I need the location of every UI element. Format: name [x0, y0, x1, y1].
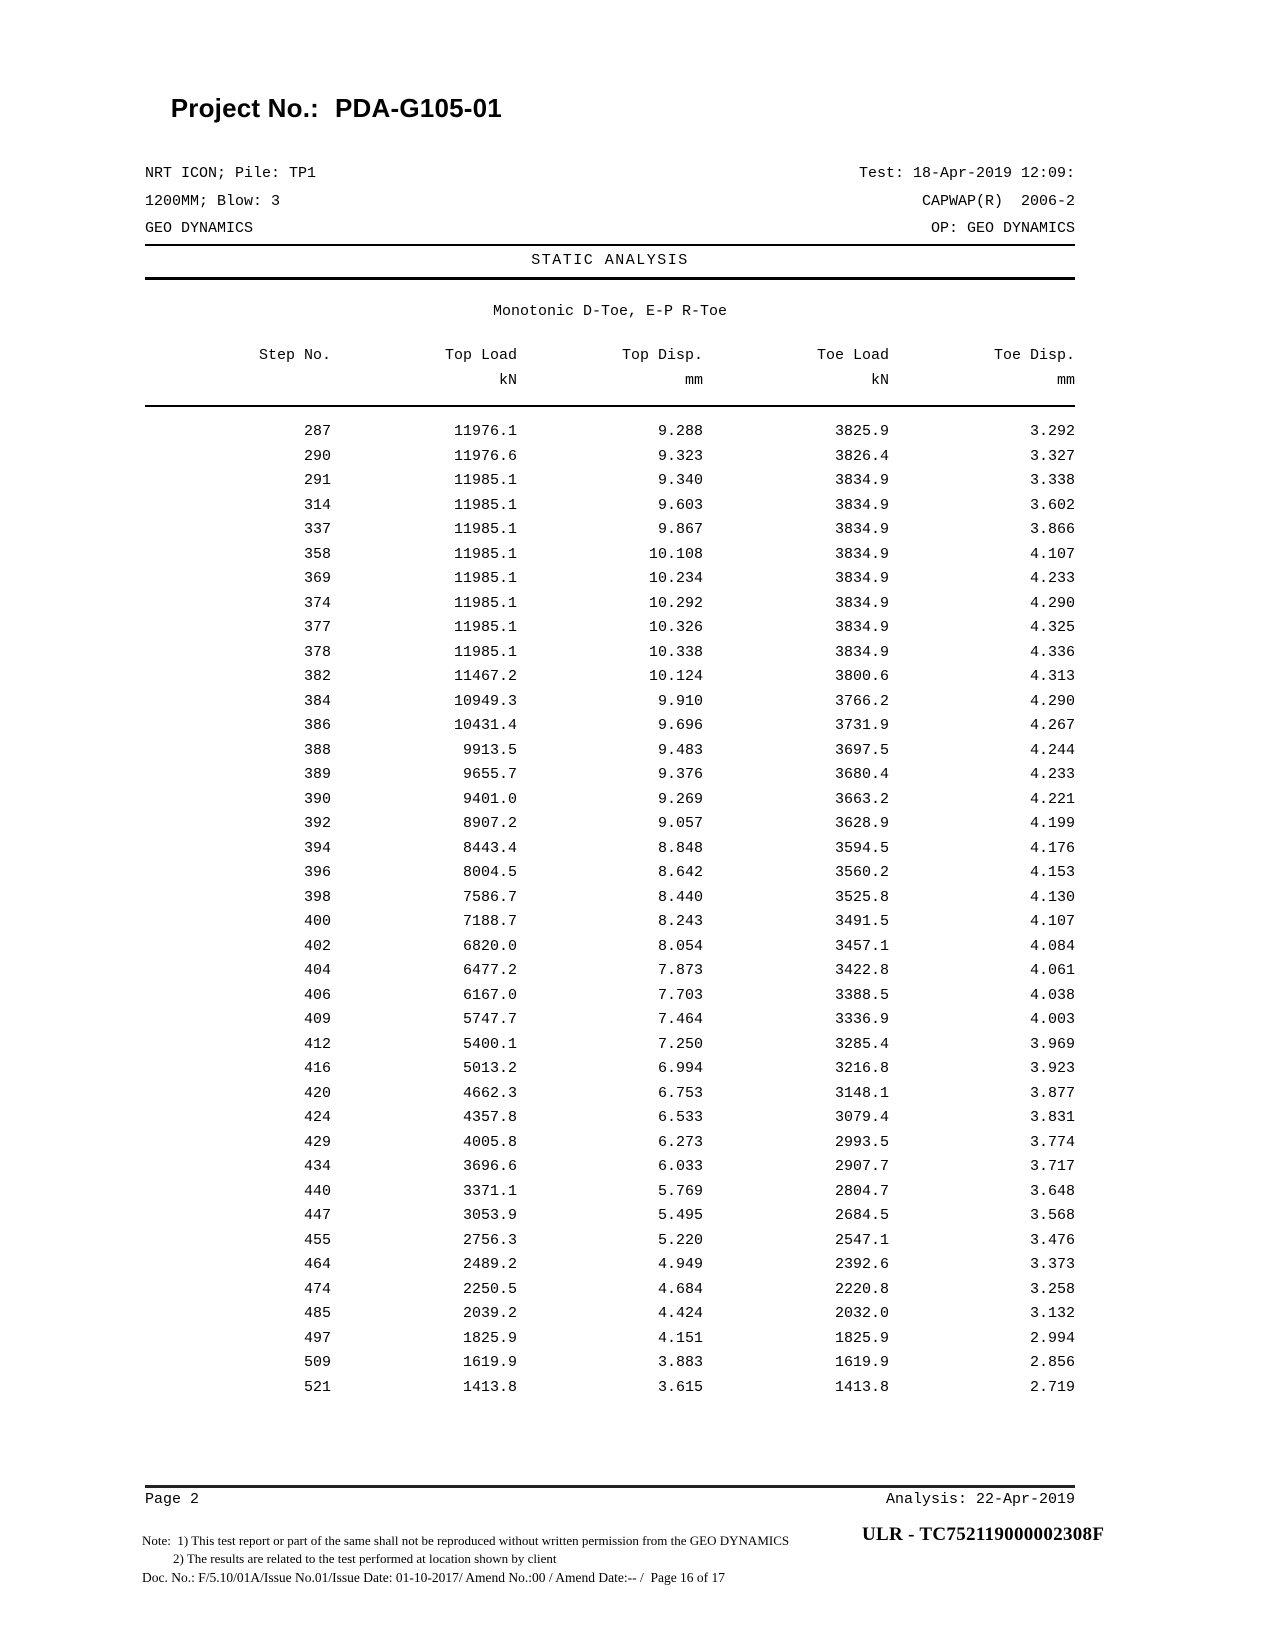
footer-notes [142, 1532, 862, 1587]
cell-top-disp: 9.603 [657, 496, 703, 514]
cell-top-disp: 8.642 [657, 864, 703, 881]
cell-toe-disp: 4.221 [1029, 790, 1075, 808]
table-row [145, 886, 1075, 911]
table-row [145, 494, 1075, 519]
cell-top-disp: 10.338 [648, 643, 703, 661]
cell-top-load: 11985.1 [453, 594, 517, 612]
cell-toe-load: 2547.1 [834, 1231, 889, 1249]
cell-toe-disp: 4.267 [1029, 717, 1075, 734]
unit-top-load: kN [331, 369, 517, 407]
cell-top-load: 5013.2 [462, 1060, 517, 1077]
cell-toe-load: 3628.9 [834, 815, 889, 832]
cell-step-no: 429 [303, 1133, 331, 1151]
cell-toe-load: 3285.4 [834, 1035, 889, 1053]
cell-top-load: 11976.6 [453, 447, 517, 465]
cell-top-disp: 9.696 [657, 717, 703, 734]
header-row [145, 160, 1075, 188]
table-row [145, 1008, 1075, 1033]
cell-top-load: 1619.9 [462, 1354, 517, 1371]
cell-toe-load: 3336.9 [834, 1011, 889, 1028]
cell-top-load: 2039.2 [462, 1305, 517, 1322]
cell-top-load: 9655.7 [462, 766, 517, 783]
section-divider [145, 277, 1075, 280]
cell-step-no: 420 [303, 1084, 331, 1102]
table-row [145, 641, 1075, 666]
cell-toe-load: 1413.8 [834, 1378, 889, 1396]
table-row [145, 861, 1075, 886]
cell-toe-disp: 3.866 [1029, 521, 1075, 538]
analysis-date: Analysis: 22-Apr-2019 [885, 1491, 1075, 1508]
project-number-title [141, 62, 502, 155]
cell-top-disp: 6.533 [657, 1109, 703, 1126]
cell-top-disp: 8.243 [657, 913, 703, 930]
cell-top-load: 7586.7 [462, 888, 517, 906]
table-row [145, 469, 1075, 494]
cell-top-load: 3371.1 [462, 1182, 517, 1200]
footer-divider [145, 1485, 1075, 1488]
cell-top-disp: 7.250 [657, 1035, 703, 1053]
cell-top-disp: 7.703 [657, 986, 703, 1004]
cell-toe-load: 3834.9 [834, 643, 889, 661]
cell-toe-load: 3663.2 [834, 790, 889, 808]
cell-top-disp: 8.054 [657, 937, 703, 955]
cell-top-load: 11985.1 [453, 496, 517, 514]
cell-toe-load: 2220.8 [834, 1280, 889, 1298]
cell-step-no: 384 [303, 692, 331, 710]
cell-step-no: 290 [303, 447, 331, 465]
cell-toe-load: 3800.6 [834, 668, 889, 685]
cell-toe-load: 3216.8 [834, 1060, 889, 1077]
cell-step-no: 377 [303, 619, 331, 636]
cell-step-no: 369 [303, 570, 331, 587]
table-row [145, 1351, 1075, 1376]
cell-toe-load: 2392.6 [834, 1256, 889, 1273]
cell-toe-disp: 3.831 [1029, 1109, 1075, 1126]
cell-toe-disp: 3.132 [1029, 1305, 1075, 1322]
table-row [145, 567, 1075, 592]
cell-toe-disp: 3.258 [1029, 1280, 1075, 1298]
cell-top-load: 6477.2 [462, 962, 517, 979]
cell-step-no: 455 [303, 1231, 331, 1249]
analysis-subtitle: Monotonic D-Toe, E-P R-Toe [492, 303, 728, 320]
cell-toe-disp: 3.292 [1029, 423, 1075, 440]
cell-toe-disp: 3.476 [1029, 1231, 1075, 1249]
cell-toe-disp: 4.336 [1029, 643, 1075, 661]
table-row [145, 1204, 1075, 1229]
table-row [145, 959, 1075, 984]
cell-step-no: 440 [303, 1182, 331, 1200]
cell-toe-load: 2907.7 [834, 1158, 889, 1175]
cell-step-no: 396 [303, 864, 331, 881]
table-row [145, 788, 1075, 813]
cell-step-no: 382 [303, 668, 331, 685]
cell-top-disp: 10.292 [648, 594, 703, 612]
table-head [145, 344, 1075, 406]
cell-top-load: 10949.3 [453, 692, 517, 710]
col-header-top-disp: Top Disp. [621, 347, 703, 364]
cell-top-disp: 3.615 [657, 1378, 703, 1396]
cell-top-disp: 9.269 [657, 790, 703, 808]
cell-toe-load: 3834.9 [834, 472, 889, 489]
project-number-value: PDA-G105-01 [335, 93, 502, 123]
cell-top-disp: 10.124 [648, 668, 703, 685]
cell-step-no: 400 [303, 913, 331, 930]
doc-number-line: Doc. No.: F/5.10/01A/Issue No.01/Issue Date: 01-10-2017/ Amend No.:00 / Amend Date:-- / Page 16 of 17 [142, 1569, 726, 1585]
cell-top-disp: 4.684 [657, 1280, 703, 1298]
table-row [145, 690, 1075, 715]
unit-blank [145, 369, 331, 407]
cell-step-no: 497 [303, 1329, 331, 1347]
cell-toe-disp: 4.290 [1029, 692, 1075, 710]
project-number-label: Project No.: [170, 93, 320, 123]
cell-step-no: 398 [303, 888, 331, 906]
cell-step-no: 378 [303, 643, 331, 661]
cell-toe-disp: 4.003 [1029, 1011, 1075, 1028]
table-row [145, 406, 1075, 445]
cell-top-load: 11985.1 [453, 545, 517, 563]
header-row [145, 215, 1075, 243]
unit-toe-load: kN [703, 369, 889, 407]
cell-top-disp: 9.057 [657, 815, 703, 832]
cell-top-load: 4357.8 [462, 1109, 517, 1126]
cell-toe-load: 3731.9 [834, 717, 889, 734]
cell-toe-disp: 4.325 [1029, 619, 1075, 636]
table-row [145, 1302, 1075, 1327]
table-row [145, 616, 1075, 641]
cell-toe-disp: 3.969 [1029, 1035, 1075, 1053]
cell-top-disp: 4.151 [657, 1329, 703, 1347]
cell-top-disp: 9.483 [657, 741, 703, 759]
cell-step-no: 337 [303, 521, 331, 538]
cell-top-disp: 9.910 [657, 692, 703, 710]
cell-toe-disp: 4.153 [1029, 864, 1075, 881]
page-number: Page 2 [145, 1491, 200, 1508]
cell-top-disp: 8.440 [657, 888, 703, 906]
table-row [145, 910, 1075, 935]
cell-toe-load: 3491.5 [834, 913, 889, 930]
cell-toe-load: 3697.5 [834, 741, 889, 759]
cell-top-load: 8004.5 [462, 864, 517, 881]
unit-toe-disp: mm [889, 369, 1075, 407]
cell-top-disp: 4.424 [657, 1305, 703, 1322]
header-row [145, 188, 1075, 216]
cell-toe-disp: 4.244 [1029, 741, 1075, 759]
cell-top-disp: 9.867 [657, 521, 703, 538]
table-row [145, 1033, 1075, 1058]
header-divider [145, 244, 1075, 246]
table-row [145, 1180, 1075, 1205]
cell-top-disp: 9.323 [657, 447, 703, 465]
cell-toe-disp: 3.373 [1029, 1256, 1075, 1273]
cell-toe-disp: 4.233 [1029, 766, 1075, 783]
cell-step-no: 509 [303, 1354, 331, 1371]
table-row [145, 714, 1075, 739]
cell-top-load: 11985.1 [453, 643, 517, 661]
pile-size-blow: 1200MM; Blow: 3 [145, 192, 281, 210]
cell-top-load: 6820.0 [462, 937, 517, 955]
unit-top-disp: mm [517, 369, 703, 407]
cell-step-no: 447 [303, 1207, 331, 1224]
cell-top-disp: 9.288 [657, 423, 703, 440]
cell-toe-disp: 2.856 [1029, 1354, 1075, 1371]
cell-top-load: 2756.3 [462, 1231, 517, 1249]
table-row [145, 592, 1075, 617]
cell-toe-disp: 4.290 [1029, 594, 1075, 612]
cell-toe-load: 2804.7 [834, 1182, 889, 1200]
report-header [145, 160, 1075, 243]
cell-step-no: 392 [303, 815, 331, 832]
cell-top-load: 5747.7 [462, 1011, 517, 1028]
cell-toe-load: 3766.2 [834, 692, 889, 710]
cell-toe-disp: 4.313 [1029, 668, 1075, 685]
cell-toe-load: 3834.9 [834, 545, 889, 563]
cell-toe-load: 2993.5 [834, 1133, 889, 1151]
cell-toe-load: 3834.9 [834, 496, 889, 514]
table-row [145, 739, 1075, 764]
cell-toe-load: 2032.0 [834, 1305, 889, 1322]
cell-top-load: 4662.3 [462, 1084, 517, 1102]
table-row [145, 1327, 1075, 1352]
cell-toe-load: 1825.9 [834, 1329, 889, 1347]
table-row [145, 1253, 1075, 1278]
cell-toe-disp: 3.923 [1029, 1060, 1075, 1077]
cell-top-disp: 8.848 [657, 839, 703, 857]
cell-top-disp: 9.340 [657, 472, 703, 489]
operator-name: OP: GEO DYNAMICS [930, 220, 1075, 237]
cell-toe-load: 3825.9 [834, 423, 889, 440]
cell-toe-disp: 4.199 [1029, 815, 1075, 832]
cell-step-no: 291 [303, 472, 331, 489]
cell-top-load: 5400.1 [462, 1035, 517, 1053]
ulr-number: ULR - TC752119000002308F [862, 1524, 1105, 1545]
table-row [145, 1057, 1075, 1082]
col-header-toe-load: Toe Load [816, 347, 889, 364]
cell-top-load: 3696.6 [462, 1158, 517, 1175]
table-row [145, 1082, 1075, 1107]
cell-top-disp: 5.495 [657, 1207, 703, 1224]
cell-step-no: 314 [303, 496, 331, 514]
column-header-row [145, 344, 1075, 369]
cell-step-no: 412 [303, 1035, 331, 1053]
cell-toe-disp: 4.084 [1029, 937, 1075, 955]
cell-top-disp: 7.464 [657, 1011, 703, 1028]
cell-toe-disp: 2.994 [1029, 1329, 1075, 1347]
cell-toe-disp: 3.717 [1029, 1158, 1075, 1175]
cell-toe-disp: 3.648 [1029, 1182, 1075, 1200]
cell-top-load: 8443.4 [462, 839, 517, 857]
cell-top-disp: 4.949 [657, 1256, 703, 1273]
note-line-1: Note: 1) This test report or part of the same shall not be reproduced without written permission from the GEO DYNAMICS [142, 1533, 790, 1548]
cell-top-disp: 10.326 [648, 619, 703, 636]
cell-top-disp: 6.994 [657, 1060, 703, 1077]
table-row [145, 518, 1075, 543]
units-row [145, 369, 1075, 407]
cell-top-load: 1825.9 [462, 1329, 517, 1347]
cell-toe-load: 3525.8 [834, 888, 889, 906]
table-body [145, 406, 1075, 1400]
cell-top-load: 10431.4 [453, 717, 517, 734]
cell-top-disp: 9.376 [657, 766, 703, 783]
table-row [145, 763, 1075, 788]
table-row [145, 1106, 1075, 1131]
cell-step-no: 287 [303, 423, 331, 440]
cell-top-disp: 5.769 [657, 1182, 703, 1200]
cell-toe-disp: 4.107 [1029, 913, 1075, 930]
cell-step-no: 485 [303, 1305, 331, 1322]
cell-step-no: 402 [303, 937, 331, 955]
cell-step-no: 434 [303, 1158, 331, 1175]
table-row [145, 812, 1075, 837]
cell-top-disp: 6.273 [657, 1133, 703, 1151]
cell-toe-load: 3834.9 [834, 570, 889, 587]
cell-step-no: 409 [303, 1011, 331, 1028]
table-row [145, 984, 1075, 1009]
cell-step-no: 464 [303, 1256, 331, 1273]
cell-step-no: 394 [303, 839, 331, 857]
cell-top-disp: 7.873 [657, 962, 703, 979]
cell-top-disp: 3.883 [657, 1354, 703, 1371]
cell-toe-disp: 4.176 [1029, 839, 1075, 857]
cell-toe-load: 3826.4 [834, 447, 889, 465]
cell-top-load: 11985.1 [453, 521, 517, 538]
cell-step-no: 404 [303, 962, 331, 979]
table-row [145, 543, 1075, 568]
table-row [145, 1278, 1075, 1303]
cell-toe-load: 3560.2 [834, 864, 889, 881]
cell-step-no: 389 [303, 766, 331, 783]
table-row [145, 1155, 1075, 1180]
cell-top-load: 8907.2 [462, 815, 517, 832]
cell-top-disp: 10.234 [648, 570, 703, 587]
cell-top-load: 3053.9 [462, 1207, 517, 1224]
cell-step-no: 416 [303, 1060, 331, 1077]
table-row [145, 665, 1075, 690]
footer-row [145, 1491, 1075, 1508]
cell-top-load: 11976.1 [453, 423, 517, 440]
note-line-2: 2) The results are related to the test performed at location shown by client [173, 1551, 557, 1566]
company-name: GEO DYNAMICS [145, 220, 254, 237]
cell-toe-load: 3594.5 [834, 839, 889, 857]
table-row [145, 1229, 1075, 1254]
cell-top-disp: 6.033 [657, 1158, 703, 1175]
cell-step-no: 358 [303, 545, 331, 563]
cell-toe-load: 1619.9 [834, 1354, 889, 1371]
cell-step-no: 406 [303, 986, 331, 1004]
cell-toe-disp: 4.038 [1029, 986, 1075, 1004]
cell-toe-disp: 4.233 [1029, 570, 1075, 587]
cell-step-no: 386 [303, 717, 331, 734]
cell-top-disp: 6.753 [657, 1084, 703, 1102]
cell-top-load: 11985.1 [453, 570, 517, 587]
cell-toe-load: 3457.1 [834, 937, 889, 955]
cell-step-no: 521 [303, 1378, 331, 1396]
cell-toe-disp: 4.107 [1029, 545, 1075, 563]
cell-toe-disp: 4.130 [1029, 888, 1075, 906]
section-title: STATIC ANALYSIS [531, 252, 689, 269]
capwap-version: CAPWAP(R) 2006-2 [921, 192, 1075, 210]
cell-top-load: 7188.7 [462, 913, 517, 930]
cell-toe-load: 2684.5 [834, 1207, 889, 1224]
cell-top-disp: 5.220 [657, 1231, 703, 1249]
test-date: Test: 18-Apr-2019 12:09: [858, 165, 1075, 182]
cell-top-load: 6167.0 [462, 986, 517, 1004]
cell-top-load: 9913.5 [462, 741, 517, 759]
cell-toe-load: 3079.4 [834, 1109, 889, 1126]
table-row [145, 1376, 1075, 1401]
table-row [145, 1131, 1075, 1156]
cell-step-no: 374 [303, 594, 331, 612]
cell-toe-load: 3834.9 [834, 594, 889, 612]
static-analysis-table [145, 344, 1075, 1400]
cell-top-load: 11467.2 [453, 668, 517, 685]
cell-toe-disp: 3.877 [1029, 1084, 1075, 1102]
cell-toe-load: 3422.8 [834, 962, 889, 979]
cell-toe-disp: 3.774 [1029, 1133, 1075, 1151]
cell-top-load: 1413.8 [462, 1378, 517, 1396]
col-header-toe-disp: Toe Disp. [993, 347, 1075, 364]
cell-toe-disp: 2.719 [1029, 1378, 1075, 1396]
col-header-top-load: Top Load [444, 347, 517, 364]
cell-toe-load: 3834.9 [834, 619, 889, 636]
cell-top-disp: 10.108 [648, 545, 703, 563]
table-row [145, 445, 1075, 470]
col-header-step-no: Step No. [258, 347, 331, 364]
cell-toe-disp: 3.338 [1029, 472, 1075, 489]
cell-toe-disp: 4.061 [1029, 962, 1075, 979]
cell-toe-load: 3148.1 [834, 1084, 889, 1102]
cell-toe-load: 3388.5 [834, 986, 889, 1004]
cell-step-no: 390 [303, 790, 331, 808]
cell-toe-load: 3834.9 [834, 521, 889, 538]
cell-step-no: 388 [303, 741, 331, 759]
cell-toe-disp: 3.568 [1029, 1207, 1075, 1224]
cell-top-load: 2489.2 [462, 1256, 517, 1273]
cell-top-load: 2250.5 [462, 1280, 517, 1298]
table-row [145, 837, 1075, 862]
cell-step-no: 424 [303, 1109, 331, 1126]
cell-toe-disp: 3.602 [1029, 496, 1075, 514]
cell-step-no: 474 [303, 1280, 331, 1298]
cell-top-load: 9401.0 [462, 790, 517, 808]
cell-top-load: 4005.8 [462, 1133, 517, 1151]
cell-top-load: 11985.1 [453, 472, 517, 489]
pile-info: NRT ICON; Pile: TP1 [145, 165, 317, 182]
table-row [145, 935, 1075, 960]
cell-toe-disp: 3.327 [1029, 447, 1075, 465]
cell-toe-load: 3680.4 [834, 766, 889, 783]
static-analysis-table-container [145, 344, 1075, 1400]
cell-top-load: 11985.1 [453, 619, 517, 636]
